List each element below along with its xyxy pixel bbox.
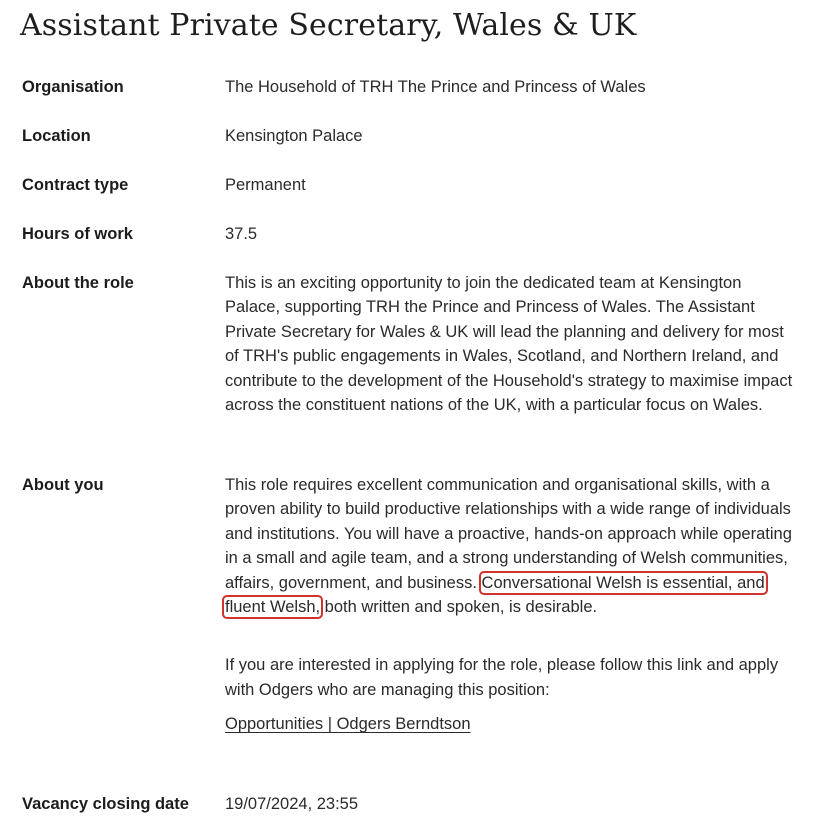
location-label: Location [22, 127, 91, 145]
odgers-opportunities-link[interactable]: Opportunities | Odgers Berndtson [225, 715, 471, 734]
about-you-text-before: This role requires excellent communication and organisational skills, with a proven ability to build productive relationships with a wide range of individuals and institutions. You will have a proactive, hands-on approach while operating in a small and agile team, and a strong understanding of Welsh communities, affairs, government, and business. [225, 476, 792, 592]
organisation-value: The Household of TRH The Prince and Princess of Wales [225, 78, 646, 96]
about-you-text [225, 473, 795, 619]
about-the-role-label: About the role [22, 274, 134, 292]
vacancy-closing-date-label: Vacancy closing date [22, 795, 189, 813]
about-the-role-text: This is an exciting opportunity to join the dedicated team at Kensington Palace, supporting TRH the Prince and Princess of Wales. The Assistant Private Secretary for Wales & UK will lead the planning and delivery for most of TRH's public engagements in Wales, Scotland, and Northern Ireland, and contribute to the development of the Household's strategy to maximise impact across the constituent nations of the UK, with a particular focus on Wales. [225, 274, 793, 415]
about-you-text-after: both written and spoken, is desirable. [324, 598, 598, 617]
vacancy-closing-date-value: 19/07/2024, 23:55 [225, 795, 359, 813]
location-value: Kensington Palace [225, 127, 363, 145]
organisation-label: Organisation [22, 78, 124, 96]
apply-instructions: If you are interested in applying for the role, please follow this link and apply with Odgers who are managing this position: [225, 656, 779, 699]
about-you-label: About you [22, 476, 104, 494]
hours-of-work-value: 37.5 [225, 225, 258, 243]
highlighted-welsh-requirement: Conversational Welsh is essential, and fluent Welsh, [225, 573, 765, 617]
contract-type-label: Contract type [22, 176, 129, 194]
contract-type-value: Permanent [225, 176, 306, 194]
hours-of-work-label: Hours of work [22, 225, 133, 243]
page-title: Assistant Private Secretary, Wales & UK [20, 8, 637, 43]
about-you-section [225, 473, 795, 737]
